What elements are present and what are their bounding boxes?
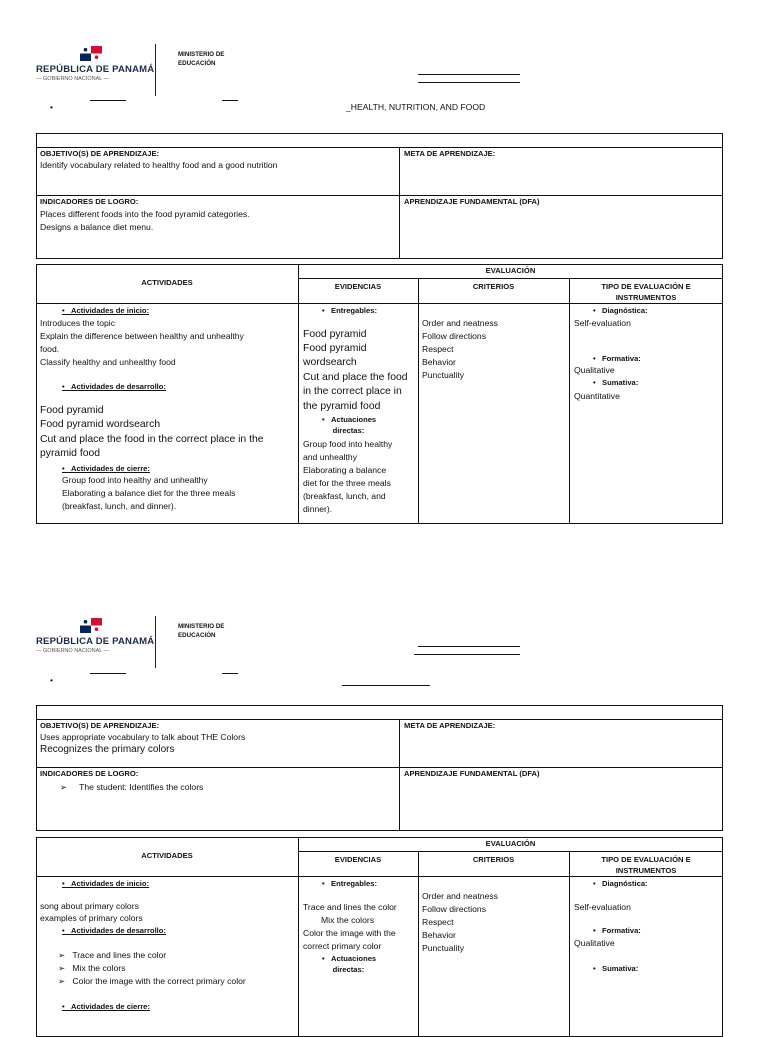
diagnostica-label: • Diagnóstica: [593, 879, 648, 888]
objective-text: Identify vocabulary related to healthy food and a good nutrition [40, 160, 278, 170]
arrow-bullet-icon: ➢ [60, 782, 68, 792]
evaluacion-header: EVALUACIÓN [485, 266, 536, 275]
blank-line [222, 100, 238, 101]
actuacion-item: Elaborating a balance [303, 465, 387, 475]
inicio-item: food. [40, 344, 60, 354]
desarrollo-item: pyramid food [40, 448, 101, 459]
row-divider [36, 767, 723, 768]
meta-label: META DE APRENDIZAJE: [404, 721, 496, 730]
bullet: • [50, 102, 54, 112]
col-divider [418, 278, 419, 524]
desarrollo-item: Cut and place the food in the correct place in the [40, 434, 264, 445]
entregable-item: Color the image with the [303, 928, 396, 938]
entregable-item: Trace and lines the color [303, 902, 397, 912]
sumativa-value: Quantitative [574, 391, 620, 401]
criterio-item: Respect [422, 344, 454, 354]
tipo-header: TIPO DE EVALUACIÓN E INSTRUMENTOS [601, 282, 691, 302]
cierre-item: (breakfast, lunch, and dinner). [62, 501, 177, 511]
indicators-label: INDICADORES DE LOGRO: [40, 769, 139, 778]
entregable-item: in the correct place in [303, 386, 402, 397]
panama-flag-icon [80, 618, 102, 633]
blank-line [222, 673, 238, 674]
header-divider [155, 44, 156, 96]
cierre-label: • Actividades de cierre: [62, 464, 150, 473]
indicator-item: Designs a balance diet menu. [40, 222, 154, 232]
criterio-item: Follow directions [422, 331, 486, 341]
actuacion-item: dinner). [303, 504, 333, 514]
col-divider [298, 264, 299, 524]
col-divider [298, 837, 299, 1037]
diagnostica-value: Self-evaluation [574, 318, 631, 328]
formativa-label: • Formativa: [593, 926, 641, 935]
row-divider [298, 851, 723, 852]
blank-line [342, 685, 430, 686]
blank-line [418, 646, 520, 647]
republic-name: REPÚBLICA DE PANAMÁ [36, 636, 155, 647]
actuacion-item: (breakfast, lunch, and [303, 491, 386, 501]
dfa-label: APRENDIZAJE FUNDAMENTAL (DFA) [404, 769, 540, 778]
criterios-header: CRITERIOS [472, 855, 515, 864]
actuacion-item: diet for the three meals [303, 478, 391, 488]
actuacion-item: and unhealthy [303, 452, 357, 462]
evidencias-header: EVIDENCIAS [334, 282, 382, 291]
inicio-item: Classify healthy and unhealthy food [40, 357, 176, 367]
blank-line [90, 100, 126, 101]
col-divider [418, 851, 419, 1037]
inicio-item: Explain the difference between healthy and unhealthy [40, 331, 244, 341]
blank-line [414, 654, 520, 655]
ministry-header [36, 616, 236, 676]
entregable-item: Mix the colors [321, 915, 375, 925]
criterio-item: Punctuality [422, 943, 465, 953]
row-divider [36, 303, 723, 304]
criterio-item: Follow directions [422, 904, 486, 914]
col-divider [399, 719, 400, 831]
inicio-item: examples of primary colors [40, 913, 143, 923]
desarrollo-item: ➢ Mix the colors [58, 963, 126, 973]
criterio-item: Behavior [422, 357, 456, 367]
row-divider [298, 278, 723, 279]
blank-line [90, 673, 126, 674]
cierre-item: Elaborating a balance diet for the three meals [62, 488, 236, 498]
col-divider [569, 278, 570, 524]
inicio-item: Introduces the topic [40, 318, 116, 328]
formativa-value: Qualitative [574, 938, 615, 948]
entregable-item: Food pyramid [303, 329, 367, 340]
meta-label: META DE APRENDIZAJE: [404, 149, 496, 158]
indicator-item: ➢ The student: Identifies the colors [60, 782, 204, 792]
blank-line [418, 74, 520, 75]
cierre-item: Group food into healthy and unhealthy [62, 475, 208, 485]
blank-line [418, 82, 520, 83]
inicio-item: song about primary colors [40, 901, 139, 911]
arrow-bullet-icon: ➢ [58, 950, 66, 960]
criterio-item: Respect [422, 917, 454, 927]
actuaciones-label: • Actuaciones directas: [322, 954, 377, 974]
diagnostica-value: Self-evaluation [574, 902, 631, 912]
desarrollo-label: • Actividades de desarrollo: [62, 926, 166, 935]
dfa-label: APRENDIZAJE FUNDAMENTAL (DFA) [404, 197, 540, 206]
row-divider [36, 876, 723, 877]
header-divider [155, 616, 156, 668]
actuacion-item: Group food into healthy [303, 439, 393, 449]
entregable-item: wordsearch [303, 357, 357, 368]
entregables-label: • Entregables: [322, 306, 377, 315]
ministry-name: MINISTERIO DE EDUCACIÓN [178, 51, 225, 67]
entregable-item: the pyramid food [303, 401, 381, 412]
entregable-item: Food pyramid [303, 343, 367, 354]
criterio-item: Order and neatness [422, 318, 498, 328]
ministry-name: MINISTERIO DE EDUCACIÓN [178, 623, 225, 639]
actividades-header: ACTIVIDADES [141, 278, 193, 287]
objective-text: Uses appropriate vocabulary to talk about THE Colors [40, 732, 246, 742]
desarrollo-item: Food pyramid [40, 405, 104, 416]
entregable-item: correct primary color [303, 941, 382, 951]
ministry-header [36, 44, 236, 104]
arrow-bullet-icon: ➢ [58, 963, 66, 973]
indicators-label: INDICADORES DE LOGRO: [40, 197, 139, 206]
government-label: — GOBIERNO NACIONAL — [36, 648, 110, 654]
bullet: • [50, 675, 54, 685]
indicator-item: Places different foods into the food pyramid categories. [40, 209, 250, 219]
criterios-header: CRITERIOS [472, 282, 515, 291]
cierre-label: • Actividades de cierre: [62, 1002, 150, 1011]
actuaciones-label: • Actuaciones directas: [322, 415, 377, 435]
inicio-label: • Actividades de inicio: [62, 879, 150, 888]
desarrollo-item: ➢ Trace and lines the color [58, 950, 167, 960]
diagnostica-label: • Diagnóstica: [593, 306, 648, 315]
arrow-bullet-icon: ➢ [58, 976, 66, 986]
formativa-value: Qualitative [574, 365, 615, 375]
government-label: — GOBIERNO NACIONAL — [36, 76, 110, 82]
criterio-item: Behavior [422, 930, 456, 940]
inicio-label: • Actividades de inicio: [62, 306, 150, 315]
col-divider [569, 851, 570, 1037]
objective-label: OBJETIVO(S) DE APRENDIZAJE: [40, 149, 160, 158]
row-divider [36, 195, 723, 196]
actividades-header: ACTIVIDADES [141, 851, 193, 860]
entregable-item: Cut and place the food [303, 372, 408, 383]
sumativa-label: • Sumativa: [593, 964, 639, 973]
entregables-label: • Entregables: [322, 879, 377, 888]
tipo-header: TIPO DE EVALUACIÓN E INSTRUMENTOS [601, 855, 691, 875]
sumativa-label: • Sumativa: [593, 378, 639, 387]
evaluacion-header: EVALUACIÓN [485, 839, 536, 848]
criterio-item: Order and neatness [422, 891, 498, 901]
desarrollo-label: • Actividades de desarrollo: [62, 382, 166, 391]
col-divider [399, 147, 400, 259]
formativa-label: • Formativa: [593, 354, 641, 363]
republic-name: REPÚBLICA DE PANAMÁ [36, 64, 155, 75]
desarrollo-item: Food pyramid wordsearch [40, 419, 161, 430]
evidencias-header: EVIDENCIAS [334, 855, 382, 864]
panama-flag-icon [80, 46, 102, 61]
objective-label: OBJETIVO(S) DE APRENDIZAJE: [40, 721, 160, 730]
objective-text: Recognizes the primary colors [40, 744, 175, 755]
unit-topic: _HEALTH, NUTRITION, AND FOOD [346, 102, 486, 112]
desarrollo-item: ➢ Color the image with the correct primary color [58, 976, 246, 986]
criterio-item: Punctuality [422, 370, 465, 380]
